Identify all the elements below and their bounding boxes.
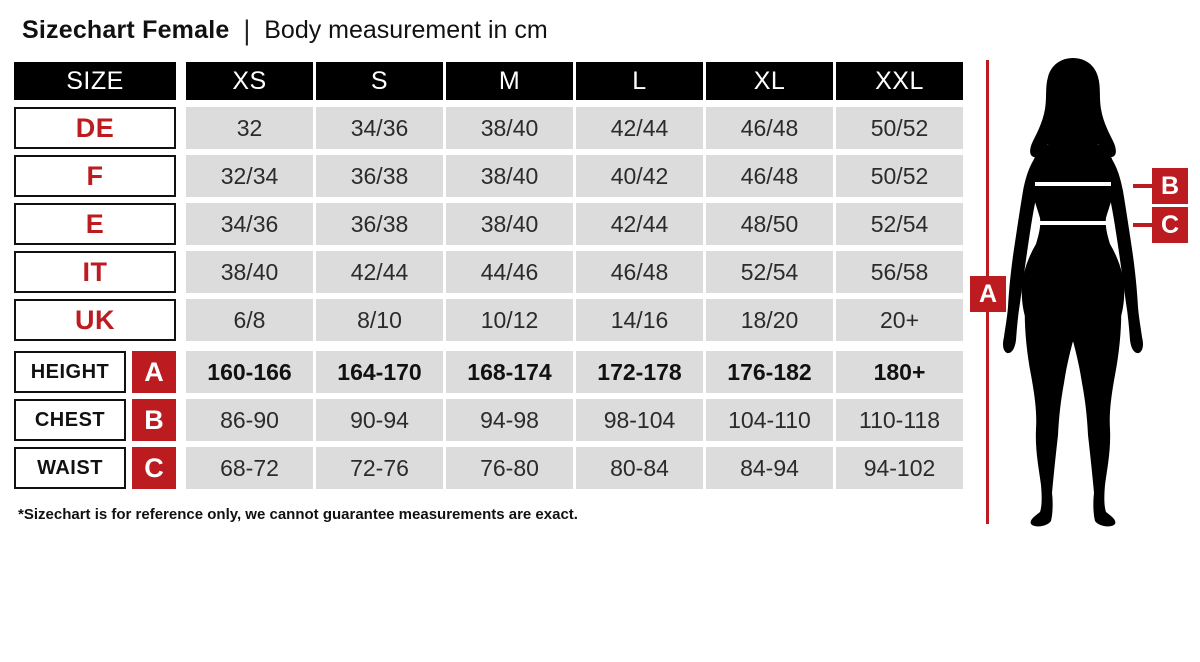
title-separator: | bbox=[243, 13, 251, 46]
column-header: L bbox=[576, 62, 703, 100]
marker-b-badge: B bbox=[1152, 168, 1188, 204]
size-value-cell: 50/52 bbox=[836, 107, 963, 149]
measurement-value-cell: 160-166 bbox=[186, 351, 313, 393]
size-value-cell: 20+ bbox=[836, 299, 963, 341]
size-value-cell: 56/58 bbox=[836, 251, 963, 293]
size-value-cell: 14/16 bbox=[576, 299, 703, 341]
measurement-label: WAIST bbox=[14, 447, 126, 489]
measurement-value-cell: 72-76 bbox=[316, 447, 443, 489]
measurement-value-cell: 94-102 bbox=[836, 447, 963, 489]
footnote-text: *Sizechart is for reference only, we cannot guarantee measurements are exact. bbox=[18, 506, 578, 523]
column-header-size: SIZE bbox=[14, 62, 176, 100]
size-value-cell: 48/50 bbox=[706, 203, 833, 245]
size-value-cell: 34/36 bbox=[186, 203, 313, 245]
size-value-cell: 52/54 bbox=[836, 203, 963, 245]
title-subtitle: Body measurement in cm bbox=[264, 15, 548, 44]
measurement-value-cell: 80-84 bbox=[576, 447, 703, 489]
measurement-marker-badge: A bbox=[132, 351, 176, 393]
measurement-value-cell: 94-98 bbox=[446, 399, 573, 441]
size-value-cell: 10/12 bbox=[446, 299, 573, 341]
measurement-value-cell: 180+ bbox=[836, 351, 963, 393]
measurement-value-cell: 176-182 bbox=[706, 351, 833, 393]
size-region-label: DE bbox=[14, 107, 176, 149]
measurement-value-cell: 168-174 bbox=[446, 351, 573, 393]
size-value-cell: 50/52 bbox=[836, 155, 963, 197]
size-value-cell: 32 bbox=[186, 107, 313, 149]
size-region-label: UK bbox=[14, 299, 176, 341]
size-value-cell: 32/34 bbox=[186, 155, 313, 197]
measurement-value-cell: 90-94 bbox=[316, 399, 443, 441]
size-value-cell: 40/42 bbox=[576, 155, 703, 197]
size-value-cell: 38/40 bbox=[446, 107, 573, 149]
column-header: M bbox=[446, 62, 573, 100]
size-value-cell: 8/10 bbox=[316, 299, 443, 341]
size-value-cell: 34/36 bbox=[316, 107, 443, 149]
page-title bbox=[22, 14, 1200, 46]
size-region-label: F bbox=[14, 155, 176, 197]
size-value-cell: 38/40 bbox=[446, 155, 573, 197]
title-main: Sizechart Female bbox=[22, 15, 230, 44]
marker-c-badge: C bbox=[1152, 207, 1188, 243]
size-value-cell: 38/40 bbox=[446, 203, 573, 245]
size-value-cell: 38/40 bbox=[186, 251, 313, 293]
column-header: S bbox=[316, 62, 443, 100]
measurement-value-cell: 110-118 bbox=[836, 399, 963, 441]
size-value-cell: 42/44 bbox=[576, 203, 703, 245]
size-value-cell: 52/54 bbox=[706, 251, 833, 293]
waist-line bbox=[1040, 221, 1107, 225]
column-header: XXL bbox=[836, 62, 963, 100]
measurement-value-cell: 164-170 bbox=[316, 351, 443, 393]
marker-a-badge: A bbox=[970, 276, 1006, 312]
column-header: XS bbox=[186, 62, 313, 100]
measurement-value-cell: 172-178 bbox=[576, 351, 703, 393]
size-value-cell: 6/8 bbox=[186, 299, 313, 341]
measurement-value-cell: 84-94 bbox=[706, 447, 833, 489]
measurement-value-cell: 76-80 bbox=[446, 447, 573, 489]
size-value-cell: 46/48 bbox=[706, 155, 833, 197]
size-value-cell: 46/48 bbox=[576, 251, 703, 293]
size-value-cell: 42/44 bbox=[576, 107, 703, 149]
chest-line bbox=[1035, 182, 1111, 186]
measurement-value-cell: 98-104 bbox=[576, 399, 703, 441]
size-region-label: E bbox=[14, 203, 176, 245]
size-value-cell: 44/46 bbox=[446, 251, 573, 293]
female-silhouette bbox=[998, 57, 1148, 527]
measurement-marker-badge: B bbox=[132, 399, 176, 441]
measurement-value-cell: 86-90 bbox=[186, 399, 313, 441]
measurement-label: CHEST bbox=[14, 399, 126, 441]
measurement-value-cell: 104-110 bbox=[706, 399, 833, 441]
size-value-cell: 18/20 bbox=[706, 299, 833, 341]
measurement-value-cell: 68-72 bbox=[186, 447, 313, 489]
column-header: XL bbox=[706, 62, 833, 100]
measurement-marker-badge: C bbox=[132, 447, 176, 489]
size-region-label: IT bbox=[14, 251, 176, 293]
size-value-cell: 46/48 bbox=[706, 107, 833, 149]
measurement-label: HEIGHT bbox=[14, 351, 126, 393]
size-value-cell: 42/44 bbox=[316, 251, 443, 293]
size-value-cell: 36/38 bbox=[316, 203, 443, 245]
size-value-cell: 36/38 bbox=[316, 155, 443, 197]
